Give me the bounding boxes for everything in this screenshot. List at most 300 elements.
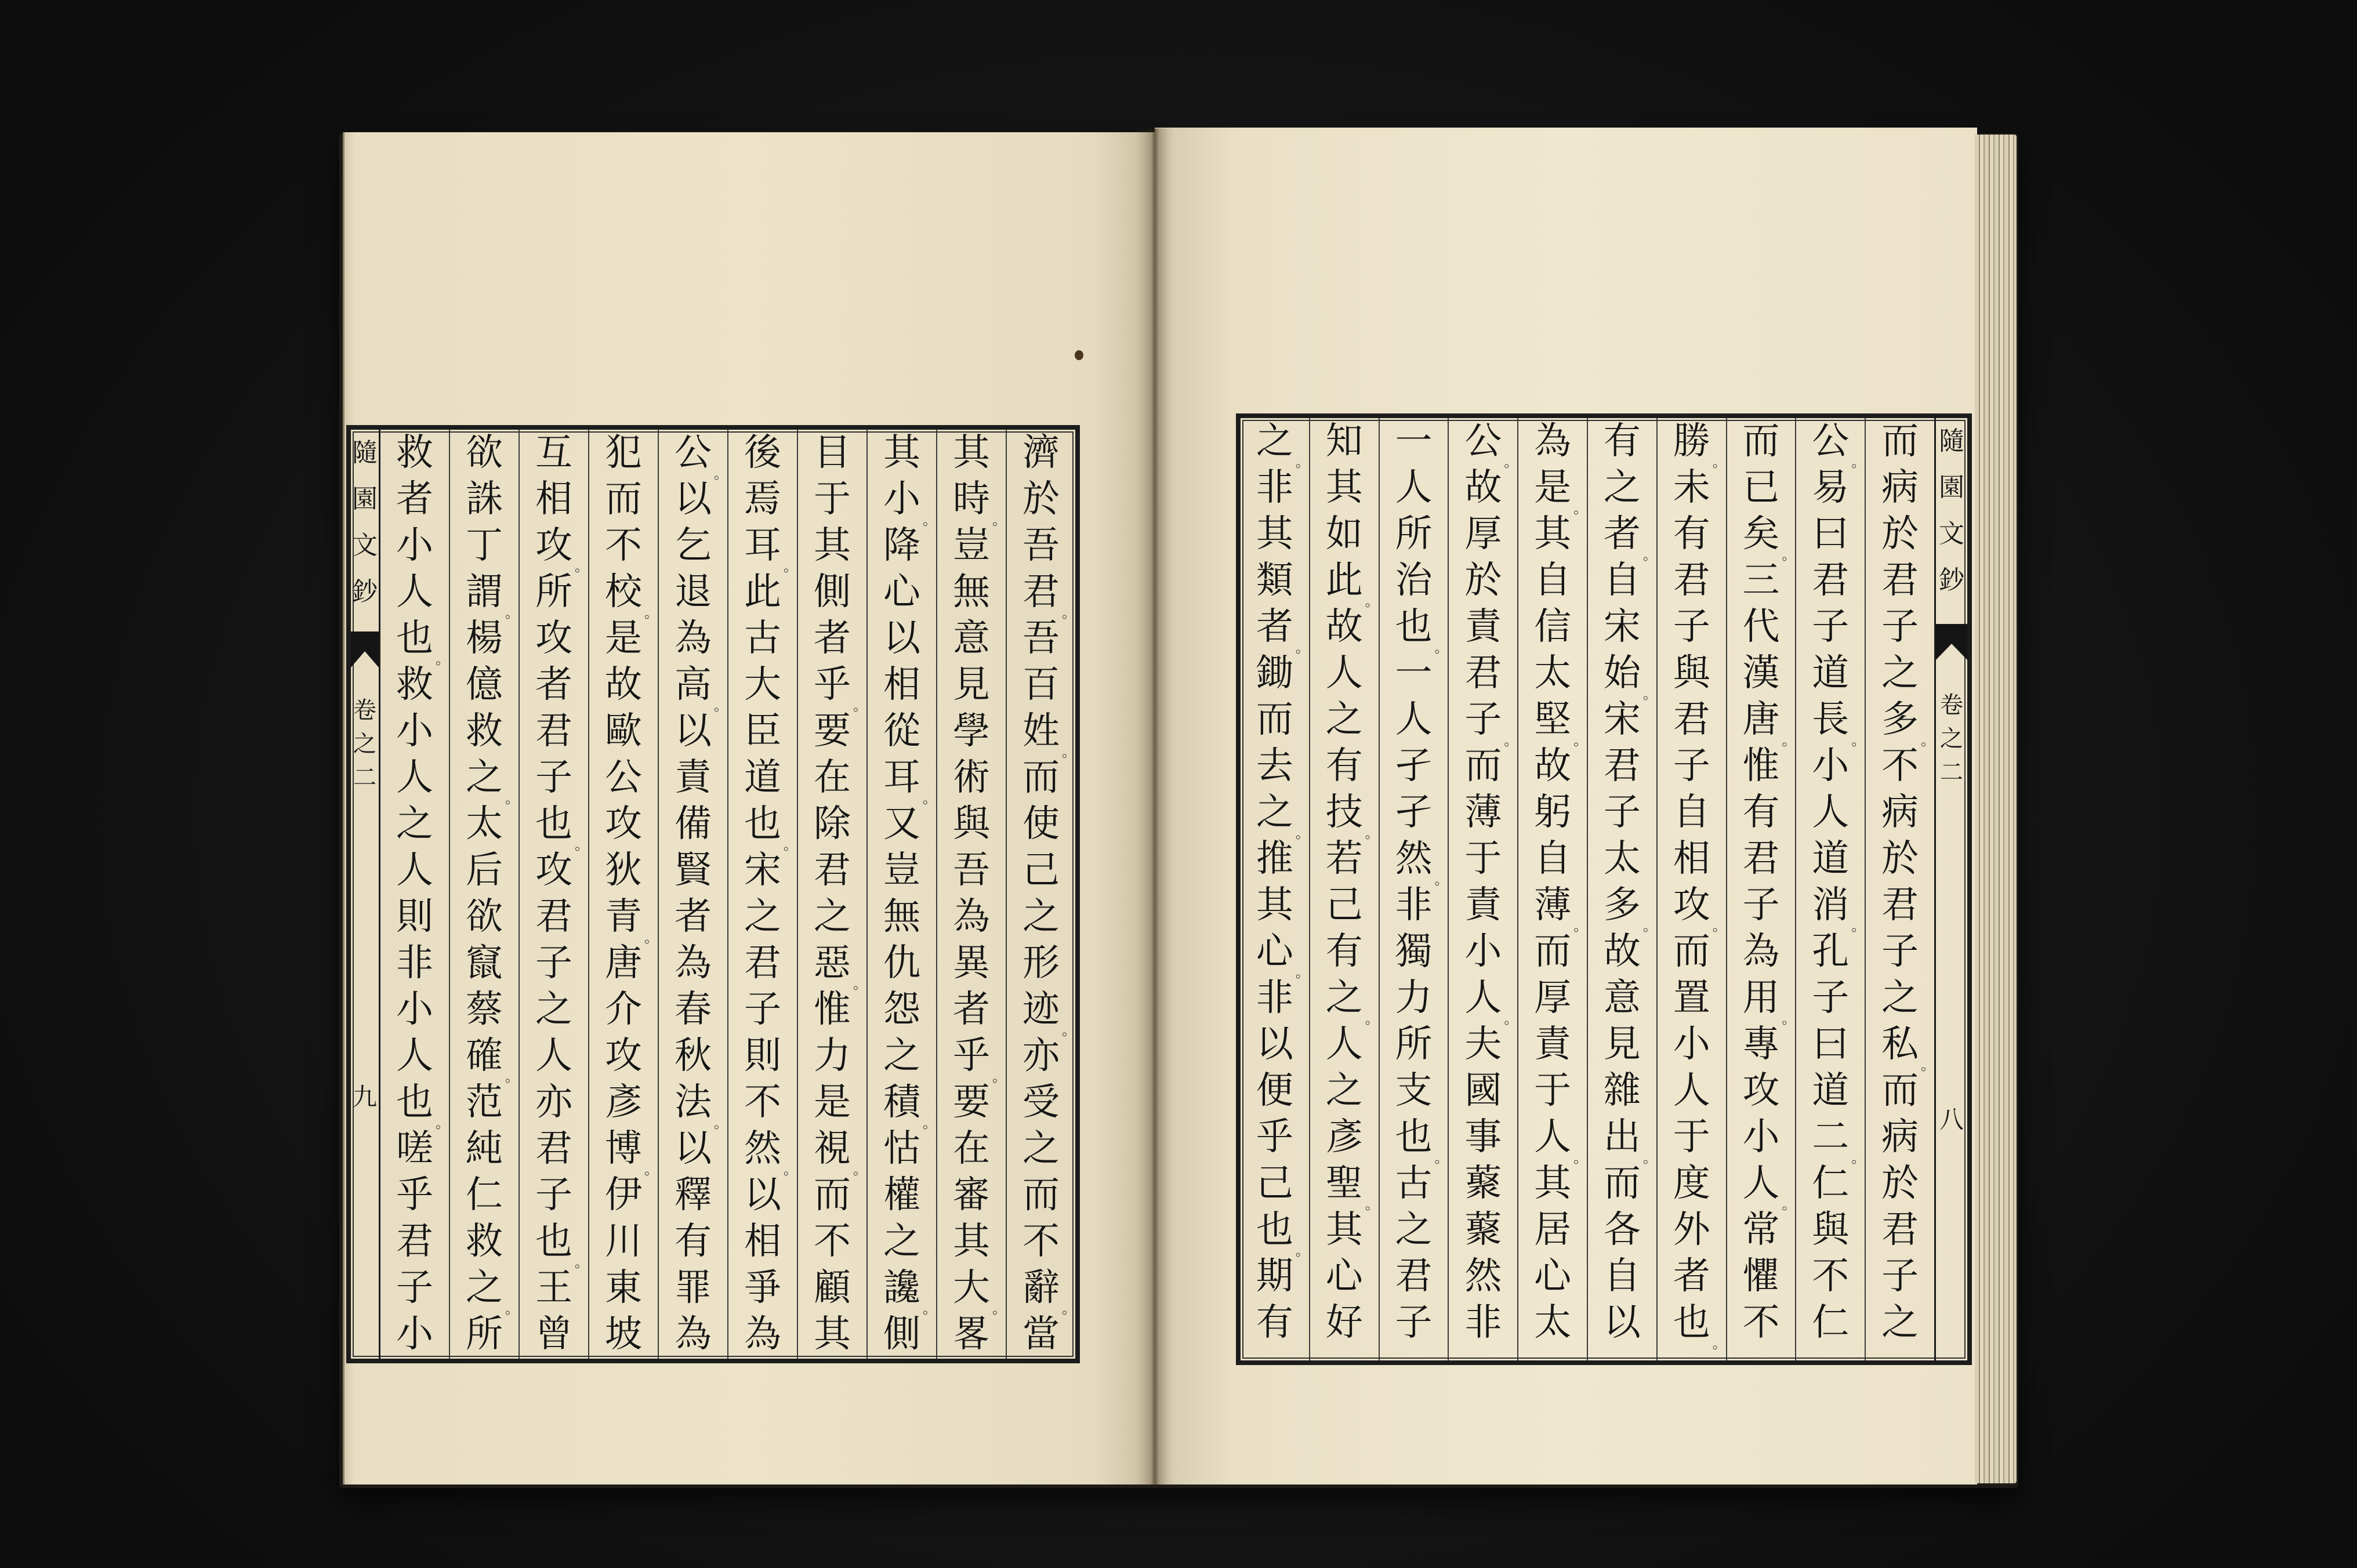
character: 所 — [1395, 513, 1433, 556]
character: 怨 — [883, 988, 920, 1031]
character: 然 。 — [1395, 837, 1449, 888]
character: 於 — [1881, 837, 1919, 880]
character: 人 。 — [1534, 1116, 1588, 1166]
character: 其 — [1325, 1208, 1363, 1251]
character: 狄 — [605, 849, 642, 892]
character: 此 — [744, 571, 781, 614]
text-column — [520, 430, 589, 1359]
character: 仁 — [1812, 1301, 1850, 1344]
character: 自 — [1534, 559, 1572, 602]
punctuation-mark: 。 — [1504, 732, 1518, 749]
character: 以 — [744, 1174, 781, 1217]
character: 以 — [675, 710, 712, 753]
character: 者 。 — [1256, 605, 1310, 656]
text-column — [1727, 418, 1797, 1360]
character: 小 — [396, 710, 433, 753]
character: 除 — [814, 803, 851, 845]
folio-number — [351, 1080, 379, 1115]
character: 其 — [814, 1313, 851, 1356]
character: 君 — [1395, 1255, 1433, 1298]
character: 專 — [1742, 1023, 1780, 1066]
character: 而 — [1256, 698, 1293, 741]
fishtail-ornament — [351, 631, 379, 667]
character: 仁 — [466, 1174, 503, 1217]
character: 於 — [1881, 1162, 1919, 1205]
character: 者 — [396, 478, 433, 521]
punctuation-mark: 。 — [1504, 454, 1518, 470]
character: 為 — [953, 895, 990, 938]
character: 藂 — [1464, 1162, 1502, 1205]
character: 自 — [1673, 791, 1710, 834]
character: 子 — [396, 1266, 433, 1309]
character: 小 — [1673, 1023, 1710, 1066]
character: 之 — [1325, 1069, 1363, 1112]
character: 病 — [1881, 466, 1919, 509]
text-column — [868, 430, 937, 1359]
character: 然 — [1464, 1255, 1502, 1298]
character: 人 — [396, 571, 433, 614]
character: 人 。 — [1464, 977, 1518, 1027]
punctuation-mark: 。 — [1642, 1150, 1657, 1166]
title-character: 鈔 — [1939, 565, 1964, 595]
punctuation-mark: 。 — [1062, 1301, 1076, 1317]
character: 亦 — [535, 1081, 572, 1124]
character: 漢 — [1742, 652, 1780, 695]
character: 其 — [1534, 1162, 1572, 1205]
character: 力 — [1395, 977, 1433, 1019]
folio-character: 八 — [1939, 1105, 1964, 1134]
character: 有 — [1742, 791, 1780, 834]
character: 純 — [466, 1127, 503, 1170]
character: 已 — [1742, 466, 1780, 509]
text-column — [937, 430, 1007, 1359]
character: 學 — [953, 710, 990, 753]
character: 當 — [1022, 1313, 1060, 1356]
punctuation-mark: 。 — [1921, 1057, 1935, 1073]
character: 之 。 — [1325, 977, 1379, 1027]
character: 耳 。 — [883, 756, 937, 807]
character: 多 。 — [1881, 698, 1935, 749]
character: 期 — [1256, 1255, 1293, 1298]
text-column — [380, 430, 450, 1359]
character: 謂 。 — [466, 571, 519, 621]
character: 與 — [1673, 652, 1710, 695]
character: 不 — [1881, 745, 1919, 787]
character: 心 — [883, 571, 920, 614]
character: 子 — [1881, 930, 1919, 973]
character: 乎 。 — [814, 663, 867, 714]
character: 故 — [1534, 745, 1572, 787]
character: 己 — [1325, 884, 1363, 927]
character: 一 — [1395, 420, 1433, 463]
character: 焉 — [744, 478, 781, 521]
character: 楊 — [466, 617, 503, 660]
character: 也 。 — [1395, 1116, 1449, 1166]
character: 堅 。 — [1534, 698, 1588, 749]
character: 代 — [1742, 605, 1780, 648]
character: 異 — [953, 942, 990, 985]
character: 人 。 — [1742, 1162, 1796, 1213]
punctuation-mark: 。 — [1365, 1011, 1379, 1027]
character: 故 — [1325, 605, 1363, 648]
punctuation-mark: 。 — [1851, 732, 1866, 749]
character: 者 — [535, 663, 572, 706]
character: 公 。 — [1464, 420, 1518, 470]
character: 病 — [1881, 791, 1919, 834]
folio-character: 九 — [352, 1083, 377, 1111]
character: 君 。 — [1022, 571, 1076, 621]
character: 子 。 — [1464, 698, 1518, 749]
character: 乎 — [396, 1174, 433, 1217]
character: 躬 — [1534, 791, 1572, 834]
text-column — [1518, 418, 1588, 1360]
character: 薄 。 — [1534, 884, 1588, 934]
character: 而 — [1464, 745, 1502, 787]
character: 非 — [1395, 884, 1433, 927]
character: 為 — [675, 617, 712, 660]
character: 不 — [1742, 1301, 1780, 1344]
character: 退 — [675, 571, 712, 614]
punctuation-mark: 。 — [1712, 454, 1727, 470]
text-column — [1658, 418, 1727, 1360]
character: 意 — [1603, 977, 1641, 1019]
character: 非 — [1256, 977, 1293, 1019]
punctuation-mark: 。 — [923, 512, 937, 528]
text-column — [1380, 418, 1449, 1360]
character: 而 — [1534, 930, 1572, 973]
character: 各 — [1603, 1208, 1641, 1251]
character: 消 。 — [1812, 884, 1866, 934]
character: 而 — [1673, 930, 1710, 973]
character: 君 — [535, 710, 572, 753]
punctuation-mark: 。 — [714, 698, 728, 714]
character: 責 — [675, 756, 712, 799]
character: 彥 — [1325, 1116, 1363, 1159]
character: 見 — [1603, 1023, 1641, 1066]
character: 懼 — [1742, 1255, 1780, 1298]
character: 而 — [1881, 1069, 1919, 1112]
punctuation-mark: 。 — [575, 558, 589, 575]
text-column — [1007, 430, 1075, 1359]
character: 心 — [1325, 1255, 1363, 1298]
character: 為 — [1742, 930, 1780, 973]
punctuation-mark: 。 — [1573, 732, 1588, 749]
character: 薄 — [1464, 791, 1502, 834]
character: 三 — [1742, 559, 1780, 602]
character: 所 — [1395, 1023, 1433, 1066]
character: 王 — [535, 1266, 572, 1309]
character: 之 — [1603, 466, 1641, 509]
character: 蔡 — [466, 988, 503, 1031]
character: 之 — [1881, 977, 1919, 1019]
page-stack-fore-edge — [1975, 135, 2017, 1483]
punctuation-mark: 。 — [1062, 605, 1076, 621]
character: 人 — [1325, 1023, 1363, 1066]
character: 川 — [605, 1220, 642, 1263]
character: 從 — [883, 710, 920, 753]
volume-character: 二 — [1940, 759, 1963, 786]
character: 子 — [535, 756, 572, 799]
character: 易 — [1812, 466, 1850, 509]
punctuation-mark: 。 — [1062, 744, 1076, 760]
character: 而 — [1603, 1162, 1641, 1205]
character: 仁 — [1812, 1162, 1850, 1205]
character: 技 。 — [1325, 791, 1379, 841]
character: 小 — [396, 1313, 433, 1356]
character: 非 — [1464, 1301, 1502, 1344]
punctuation-mark: 。 — [644, 1162, 658, 1178]
character: 受 — [1022, 1081, 1060, 1124]
character: 而 — [1881, 420, 1919, 463]
character: 責 — [1464, 605, 1502, 648]
character: 事 — [1464, 1116, 1502, 1159]
character: 之 — [883, 1220, 920, 1263]
character: 曾 — [535, 1313, 572, 1356]
book-title — [1936, 418, 1967, 604]
character: 而 — [1742, 420, 1780, 463]
character: 有 — [1325, 930, 1363, 973]
character: 怙 — [883, 1127, 920, 1170]
character: 故 — [1464, 466, 1502, 509]
character: 于 — [814, 478, 851, 521]
character: 億 — [466, 663, 503, 706]
character: 耳 。 — [744, 524, 797, 575]
character: 于 — [1534, 1069, 1572, 1112]
punctuation-mark: 。 — [505, 1069, 519, 1085]
punctuation-mark: 。 — [644, 930, 658, 946]
character: 君 — [1742, 837, 1780, 880]
character: 誅 — [466, 478, 503, 521]
punctuation-mark: 。 — [1851, 1150, 1866, 1166]
punctuation-mark: 。 — [575, 1254, 589, 1271]
character: 太 — [1534, 652, 1572, 695]
character: 豈 — [883, 849, 920, 892]
volume-character: 之 — [1940, 725, 1963, 752]
character: 歐 — [605, 710, 642, 753]
character: 迹 。 — [1022, 988, 1076, 1039]
character: 道 — [1812, 1069, 1850, 1112]
character: 以 — [675, 1127, 712, 1170]
punctuation-mark: 。 — [436, 651, 449, 667]
character: 坡 — [605, 1313, 642, 1356]
punctuation-mark: 。 — [1434, 872, 1449, 888]
text-column — [659, 430, 728, 1359]
punctuation-mark: 。 — [1365, 825, 1379, 841]
character: 以 — [675, 478, 712, 521]
character: 子 — [1395, 1301, 1433, 1344]
left-text-frame — [346, 425, 1080, 1363]
punctuation-mark: 。 — [714, 466, 728, 482]
ink-spot — [1075, 350, 1083, 360]
character: 也 。 — [535, 1220, 589, 1271]
character: 類 — [1256, 559, 1293, 602]
character: 若 — [1325, 837, 1363, 880]
character: 之 。 — [1256, 791, 1310, 841]
character: 春 — [675, 988, 712, 1031]
character: 孑 — [1395, 791, 1433, 834]
volume-character: 二 — [353, 764, 376, 791]
character: 厚 — [1534, 977, 1572, 1019]
character: 小 。 — [883, 478, 937, 528]
character: 顧 — [814, 1266, 851, 1309]
character: 亦 — [1022, 1035, 1060, 1077]
punctuation-mark: 。 — [784, 558, 797, 575]
character: 厚 — [1464, 513, 1502, 556]
character: 也 。 — [535, 803, 589, 853]
punctuation-mark: 。 — [1295, 640, 1310, 656]
title-character: 隨 — [1939, 426, 1964, 456]
character: 人 — [535, 1035, 572, 1077]
character: 如 — [1325, 513, 1363, 556]
character: 曰 — [1812, 513, 1850, 556]
character: 宋 — [1603, 605, 1641, 648]
character: 視 。 — [814, 1127, 867, 1178]
character: 為 — [675, 1313, 712, 1356]
character: 攻 。 — [535, 524, 589, 575]
character: 見 — [953, 663, 990, 706]
character: 博 。 — [605, 1127, 658, 1178]
character: 時 。 — [953, 478, 1006, 528]
character: 之 — [814, 895, 851, 938]
character: 度 — [1673, 1162, 1710, 1205]
character: 於 — [1464, 559, 1502, 602]
text-column — [450, 430, 520, 1359]
punctuation-mark: 。 — [1573, 500, 1588, 517]
character: 君 — [1881, 884, 1919, 927]
character: 用 。 — [1742, 977, 1796, 1027]
character: 病 — [1881, 1116, 1919, 1159]
character: 人 — [396, 1035, 433, 1077]
punctuation-mark: 。 — [1295, 1243, 1310, 1259]
text-column — [798, 430, 868, 1359]
character: 相 — [1673, 837, 1710, 880]
character: 者 — [953, 988, 990, 1031]
character: 備 — [675, 803, 712, 845]
character: 畧 — [953, 1313, 990, 1356]
character: 然 。 — [744, 1127, 797, 1178]
character: 子 — [1812, 977, 1850, 1019]
punctuation-mark: 。 — [1365, 1196, 1379, 1213]
center-margin — [1934, 418, 1967, 1360]
character: 心 。 — [1256, 930, 1310, 981]
text-column — [1796, 418, 1866, 1360]
character: 青 。 — [605, 895, 658, 946]
character: 人 — [1395, 698, 1433, 741]
character: 常 — [1742, 1208, 1780, 1251]
character: 是 — [814, 1081, 851, 1124]
character: 攻 — [535, 849, 572, 892]
character: 者 — [1673, 1255, 1710, 1298]
right-text-frame — [1236, 413, 1972, 1365]
character: 君 — [535, 895, 572, 938]
character: 在 — [814, 756, 851, 799]
character: 者 — [675, 895, 712, 938]
character: 范 — [466, 1081, 503, 1124]
character: 公 。 — [675, 431, 728, 482]
character: 與 — [953, 803, 990, 845]
punctuation-mark: 。 — [1573, 1150, 1588, 1166]
punctuation-mark: 。 — [644, 605, 658, 621]
character: 者 。 — [1603, 513, 1657, 563]
character: 為 — [675, 942, 712, 985]
punctuation-mark: 。 — [1782, 547, 1796, 563]
character: 小 — [1464, 930, 1502, 973]
character: 秋 — [675, 1035, 712, 1077]
character: 欲 — [466, 431, 503, 474]
punctuation-mark: 。 — [1851, 918, 1866, 934]
character: 勝 。 — [1673, 420, 1727, 470]
character: 太 — [1603, 837, 1641, 880]
character: 人 — [396, 849, 433, 892]
character: 積 。 — [883, 1081, 937, 1131]
character: 是 — [605, 617, 642, 660]
punctuation-mark: 。 — [784, 837, 797, 853]
character: 也 。 — [744, 803, 797, 853]
punctuation-mark: 。 — [714, 1115, 728, 1131]
character: 心 — [1534, 1255, 1572, 1298]
punctuation-mark: 。 — [992, 1301, 1006, 1317]
character: 也 。 — [396, 1081, 449, 1131]
punctuation-mark: 。 — [1782, 732, 1796, 749]
character: 二 。 — [1812, 1116, 1866, 1166]
character: 自 — [1534, 837, 1572, 880]
character: 人 — [1673, 1069, 1710, 1112]
punctuation-mark: 。 — [1921, 732, 1935, 749]
character: 側 — [814, 571, 851, 614]
character: 豈 — [953, 524, 990, 567]
character: 君 — [1881, 559, 1919, 602]
character: 而 — [1022, 1174, 1060, 1217]
punctuation-mark: 。 — [1504, 1011, 1518, 1027]
character: 惟 — [1742, 745, 1780, 787]
character: 孔 — [1812, 930, 1850, 973]
punctuation-mark: 。 — [575, 837, 589, 853]
punctuation-mark: 。 — [923, 1115, 937, 1131]
character: 長 。 — [1812, 698, 1866, 749]
character: 治 — [1395, 559, 1433, 602]
character: 力 — [814, 1035, 851, 1077]
character: 己 — [1256, 1162, 1293, 1205]
character: 非 — [396, 942, 433, 985]
punctuation-mark: 。 — [1434, 1150, 1449, 1166]
punctuation-mark: 。 — [1642, 547, 1657, 563]
character: 之 。 — [1256, 420, 1310, 470]
character: 唐 。 — [1742, 698, 1796, 749]
character: 臣 — [744, 710, 781, 753]
folio-number — [1936, 1102, 1967, 1137]
character: 推 — [1256, 837, 1293, 880]
title-character: 文 — [352, 531, 378, 560]
character: 知 — [1325, 420, 1363, 463]
character: 不 — [744, 1081, 781, 1124]
character: 在 — [953, 1127, 990, 1170]
character: 於 — [1881, 513, 1919, 556]
character: 非 — [1256, 466, 1293, 509]
character: 小 — [1812, 745, 1850, 787]
character: 意 — [953, 617, 990, 660]
character: 乎 — [1256, 1116, 1293, 1159]
character: 為 — [744, 1313, 781, 1356]
character: 不 — [1022, 1220, 1060, 1263]
character: 君 — [1673, 698, 1710, 741]
character: 子 — [535, 1174, 572, 1217]
text-column — [1449, 418, 1518, 1360]
character: 竄 — [466, 942, 503, 985]
character: 其 — [1534, 513, 1572, 556]
character: 雜 — [1603, 1069, 1641, 1112]
character: 惡 。 — [814, 942, 867, 992]
character: 而 — [605, 478, 642, 521]
